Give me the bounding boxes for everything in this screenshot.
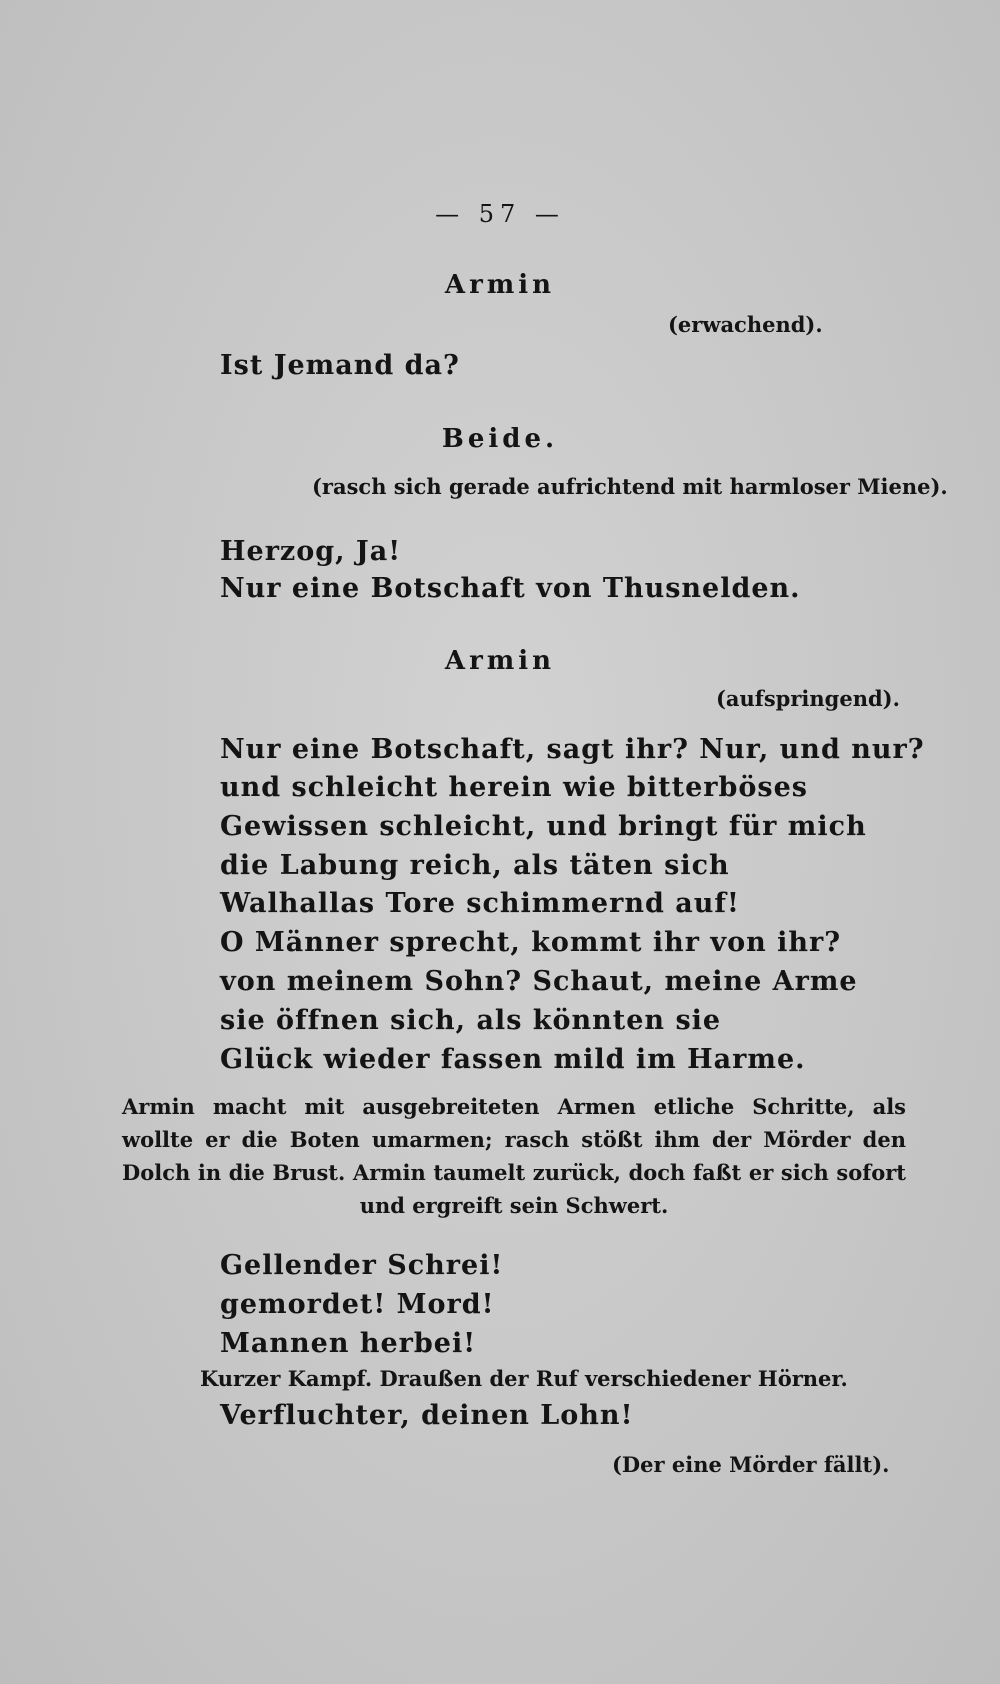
cry-line: Gellender Schrei! xyxy=(220,1250,504,1281)
verse-line: Walhallas Tore schimmernd auf! xyxy=(220,888,740,919)
stage-direction-kampf: Kurzer Kampf. Draußen der Ruf verschiedener Hörner. xyxy=(200,1366,848,1391)
verse-line: und schleicht herein wie bitterböses xyxy=(220,772,808,803)
speaker-beide: Beide. xyxy=(441,424,559,454)
speaker-armin: Armin xyxy=(444,270,556,300)
stage-direction-moerder: (Der eine Mörder fällt). xyxy=(612,1452,890,1477)
stage-direction-rasch: (rasch sich gerade aufrichtend mit harmloser Miene). xyxy=(312,474,948,499)
dialogue-line: Verfluchter, deinen Lohn! xyxy=(220,1400,634,1431)
speaker-armin-2: Armin xyxy=(444,646,556,676)
verse-line: von meinem Sohn? Schaut, meine Arme xyxy=(220,966,858,997)
verse-line: Glück wieder fassen mild im Harme. xyxy=(220,1044,806,1075)
verse-line: die Labung reich, als täten sich xyxy=(220,850,730,881)
stage-direction-aufspringend: (aufspringend). xyxy=(716,686,900,711)
verse-line: sie öffnen sich, als könnten sie xyxy=(220,1005,722,1036)
stage-direction-erwachend: (erwachend). xyxy=(668,312,823,337)
stage-direction-paragraph: Armin macht mit ausgebreiteten Armen etliche Schritte, als wollte er die Boten umarmen; rasch stößt ihm der Mörder den Dolch in die Brust. Armin taumelt zurück, doch faßt er sich sofort und ergreift sein Schwert. xyxy=(122,1094,906,1218)
dialogue-line: Herzog, Ja! xyxy=(220,536,402,567)
cry-line: Mannen herbei! xyxy=(220,1328,477,1359)
page-number: — 57 — xyxy=(435,200,565,228)
verse-line: Gewissen schleicht, und bringt für mich xyxy=(220,811,867,842)
cry-line: gemordet! Mord! xyxy=(220,1289,495,1320)
dialogue-line: Nur eine Botschaft von Thusnelden. xyxy=(220,573,801,604)
dialogue-line: Ist Jemand da? xyxy=(220,350,460,381)
verse-line: Nur eine Botschaft, sagt ihr? Nur, und nur? xyxy=(220,734,925,765)
verse-line: O Männer sprecht, kommt ihr von ihr? xyxy=(220,927,842,958)
